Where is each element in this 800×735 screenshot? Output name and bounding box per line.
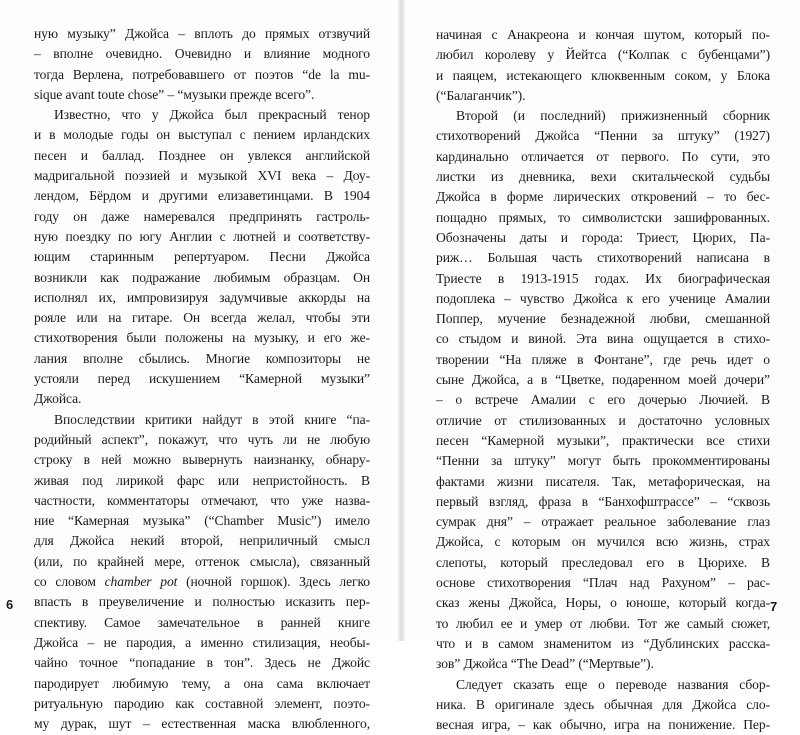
text-line: тогда Верлена, потребовавшего от поэтов “de la mu- — [34, 66, 370, 82]
text-line: сыне Джойса, а в “Цветке, подаренном моей дочери” — [436, 372, 770, 388]
text-line: родийный аспект”, покажут, что чуть ли не любую — [34, 431, 370, 447]
text-line: сумрак дня” – отражает реальное заболевание глаз — [436, 514, 770, 530]
text-line: отличие от стилизованных и достаточно условных — [436, 412, 770, 428]
text-line: основе стихотворения “Плач над Рахуном” – рас- — [436, 575, 770, 591]
book-gutter — [398, 0, 406, 641]
text-line: – вполне очевидно. Очевидно и влияние модного — [34, 46, 370, 62]
text-line: что и в самом знаменитом из “Дублинских расска- — [436, 635, 770, 651]
text-line: со словом chamber pot (ночной горшок). Здесь легко — [34, 574, 370, 590]
text-line: Джойса. — [34, 391, 82, 407]
left-page — [0, 0, 398, 732]
right-page-text — [436, 25, 770, 735]
text-line: рояле или на гитаре. Он всегда желал, чтобы эти — [34, 310, 370, 326]
text-line: (“Балаганчик”). — [436, 87, 526, 103]
text-line: пощадно прямых, то символистски зашифрованных. — [436, 209, 770, 225]
text-line: весная игра, – как обычно, игра на понижение. Пер- — [436, 717, 770, 733]
text-line: стихотворения были положены на музыку, и его же- — [34, 330, 370, 346]
text-line: лания вполне сбылись. Многие композиторы не — [34, 350, 370, 366]
text-line: Поппер, мучение безнадежной любви, смешанной — [436, 311, 770, 327]
text-line: живая под лирикой фарс или непристойность. В — [34, 472, 370, 488]
text-line: строку в ней можно вывернуть наизнанку, обнару- — [34, 452, 370, 468]
text-line: зов” Джойса “The Dead” (“Мертвые”). — [436, 656, 654, 672]
text-line: чайно точное “попадание в тон”. Здесь не Джойс — [34, 655, 370, 671]
text-line: пародирует любимую тему, а она сама включает — [34, 675, 370, 691]
text-line: спективу. Самое замечательное в ранней книге — [34, 614, 370, 630]
text-line: Известно, что у Джойса был прекрасный тенор — [54, 107, 370, 123]
text-line: sique avant toute chose” – “музыки прежде всего”. — [34, 86, 315, 102]
text-line: возникли как подражание любимым образцам. Он — [34, 269, 370, 285]
text-line: Джойса – не пародия, а именно стилизация, необы- — [34, 634, 370, 650]
text-line: году он даже намеревался предпринять гастроль- — [34, 208, 370, 224]
text-line: подоплека – чувство Джойса к его ученице Амалии — [436, 290, 770, 306]
text-line: ника. В оригинале здесь обычная для Джойса сло- — [436, 696, 770, 712]
text-line: риж… Большая часть стихотворений написана в — [436, 250, 770, 266]
text-line: исполнял их, импровизируя задумчивые аккорды на — [34, 289, 370, 305]
text-line: сказ жены Джойса, Норы, о юноше, который когда- — [436, 595, 770, 611]
text-line: ющим старинным репертуаром. Песни Джойса — [34, 249, 370, 265]
text-line: ние “Камерная музыка” (“Chamber Music”) имело — [34, 513, 370, 529]
text-line: любил королеву у Йейтса (“Колпак с бубенцами”) — [436, 47, 770, 63]
text-line: Джойса, с которым он мучился всю жизнь, страх — [436, 534, 770, 550]
text-line: впасть в преувеличение и полностью исказить пер- — [34, 594, 370, 610]
text-line: ную поездку по югу Англии с лютней и соответству- — [34, 228, 370, 244]
text-line: песен и баллад. Позднее он увлекся английской — [34, 147, 370, 163]
text-line: для Джойса некий второй, неприличный смысл — [34, 533, 370, 549]
text-line: (или, по крайней мере, оттенок смысла), связанный — [34, 553, 370, 569]
text-line: Джойса в форме лирических откровений – то бес- — [436, 189, 770, 205]
right-page-number: 7 — [770, 599, 778, 614]
left-page-number: 6 — [6, 597, 14, 612]
text-line: частности, комментаторы отмечают, что уже назва- — [34, 492, 370, 508]
text-line: устояли перед искушением “Камерной музыки” — [34, 371, 370, 387]
text-line: со стыдом и виной. Эта вина ощущается в стихо- — [436, 331, 770, 347]
text-line: ритуальную пародию как составной элемент, поэто- — [34, 695, 370, 711]
text-line: Триесте в 1913-1915 годах. Их биографическая — [436, 270, 770, 286]
text-line: Второй (и последний) прижизненный сборник — [456, 108, 770, 124]
text-line: творении “На пляже в Фонтане”, где речь идет о — [436, 351, 770, 367]
text-line: “Пенни за штуку” могут быть прокомментированы — [436, 453, 770, 469]
text-line: мадригальной поэзией и музыкой XVI века – Доу- — [34, 168, 370, 184]
text-line: – о встрече Амалии с его дочерью Лючией. В — [436, 392, 770, 408]
text-line: Впоследствии критики найдут в этой книге “па- — [54, 411, 370, 427]
text-line: лендом, Бёрдом и другими елизаветинцами. В 1904 — [34, 188, 370, 204]
right-page — [406, 0, 800, 733]
left-page-text — [34, 24, 370, 734]
text-line: ную музыку” Джойса – вплоть до прямых отзвучий — [34, 26, 370, 41]
text-line: слепоты, который преследовал его в Цюрихе. В — [436, 554, 770, 570]
text-line: му дурак, шут – естественная маска влюбленного, — [34, 716, 370, 732]
text-line: кардинально отличается от первого. По сути, это — [436, 148, 770, 164]
text-line: и в молодые годы он выступал с пением ирландских — [34, 127, 370, 143]
text-line: Следует сказать еще о переводе названия сбор- — [456, 676, 770, 692]
text-line: первый взгляд, фраза в “Банхофштрассе” – “сквозь — [436, 493, 770, 509]
text-line: и паяцем, истекающего клюквенным соком, у Блока — [436, 67, 770, 83]
text-line: то любил ее и умер от любви. Тот же самый сюжет, — [436, 615, 770, 631]
text-line: Обозначены даты и города: Триест, Цюрих, Па- — [436, 229, 770, 245]
text-line: фактами жизни писателя. Так, метафорическая, на — [436, 473, 770, 489]
text-line: начиная с Анакреона и кончая шутом, который по- — [436, 27, 770, 42]
text-line: песен “Камерной музыки”, практически все стихи — [436, 432, 770, 448]
italic-phrase: chamber pot — [104, 574, 178, 590]
text-line: стихотворений Джойса “Пенни за штуку” (1927) — [436, 128, 770, 144]
text-line: листки из дневника, вехи скитальческой судьбы — [436, 169, 770, 185]
